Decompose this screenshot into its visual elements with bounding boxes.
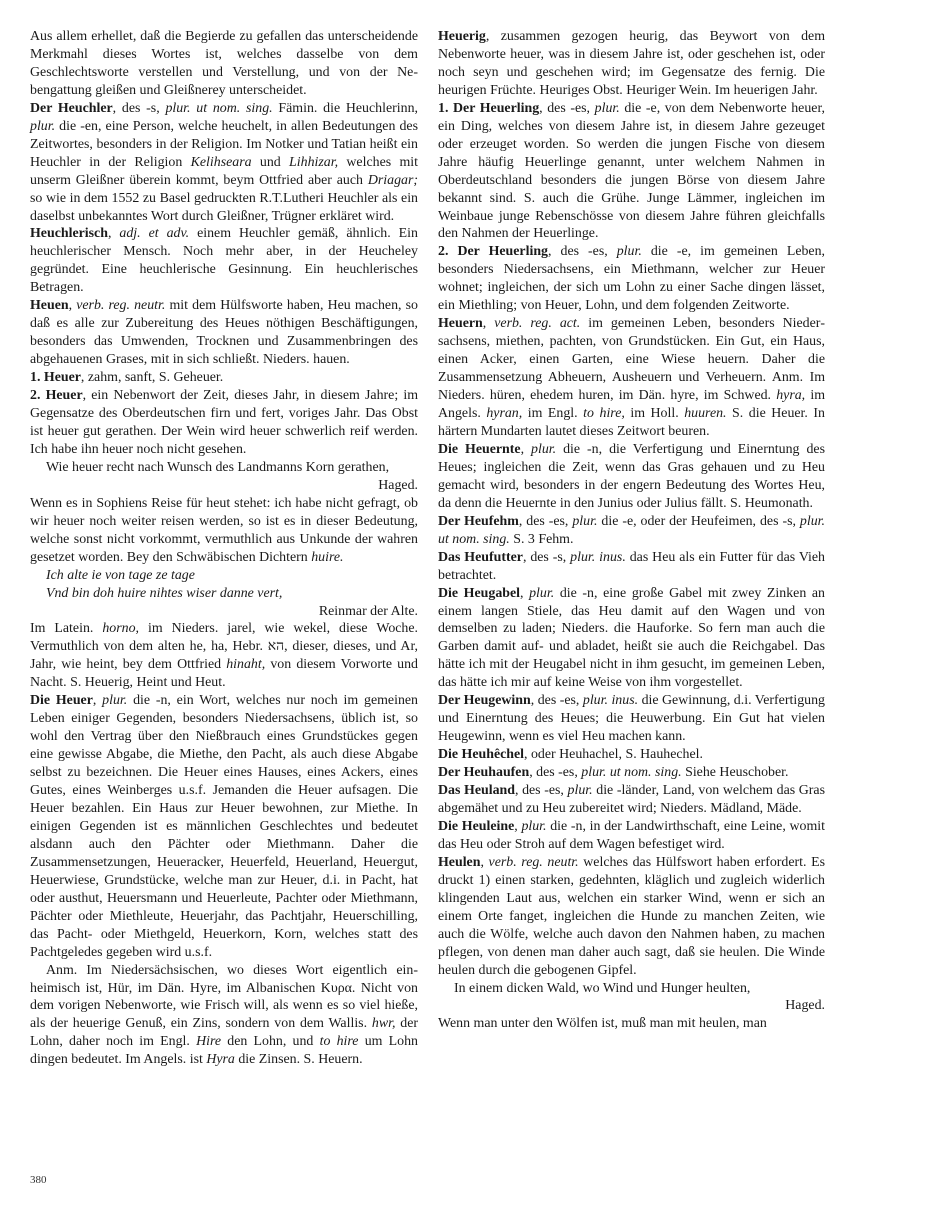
verse-line <box>46 585 418 603</box>
italic-term: Driagar; <box>367 172 418 188</box>
dictionary-entry <box>438 441 825 513</box>
text-run: der Lohn, daher noch im Engl. <box>30 1016 418 1050</box>
headword: Der Heuchler <box>30 100 113 116</box>
text-run: Aus allem erhellet, daß die Begierde zu gefallen das unterscheidende Merkmahl dieses Wortes ist, welches dasselbe von dem Geschlechtsworte verstellen und Verstellung, und von der Nebengattung gleißen und Gleißnerey unterscheidet. <box>30 29 418 98</box>
headword: Die Heugabel <box>438 585 521 601</box>
text-run: die -e, von dem Nebenworte heuer, ein Ding, welches von diesem Jahre ist, in diesem Jahre gezeuget oder erzeuget worden. So werden die jungen Fische von diesem Jahre häufig Heuerlinge genannt, unter welchem Nahmen in Oberdeutschland besonders die jungen Börse von diesem Jahre bekannt sind. S. auch die Grühe. Junge Lämmer, ingleichen im Weinbaue junge Rebenschösse von diesem Jahre führen gleichfalls den Nahmen der Heuerlinge. <box>438 100 825 242</box>
text-run: die -n, ein Wort, welches nur noch im gemeinen Leben einiger Gegenden, besonders Niedersachsens, üblich ist, so wohl den Vertrag über den Nießbrauch eines Grundstückes gegen eine gewisse Abgabe, die Miethe, den Pacht, als auch diese Abgabe selbst zu bezeichnen. Die Heuer eines Hauses, eines Ackers, eines Gutes, eines Weinberges u.s.f. Jemanden die Heuer aufsagen. Die Heuer bezahlen. Ein Haus zur Heuer bewohnen, zur Miethe. In einigen Gegenden ist es männlichen Geschlechtes und bedeutet alsdann auch den Pächter oder Miethmann. Daher die Zusammensetzungen, Heueracker, Heuerfeld, Heuerland, Heuergut, Heuerwiese, Grundstücke, welche man zur Heuer, d.i. in Pacht, hat oder austhut, Heuersmann und Heuerleute, Pachter oder Miethmann, Pächter oder Miethleute, Heuerjahr, das Pachtjahr, Heuerschilling, das Pacht- oder Miethgeld, Heuerkorn, Korn, welches statt des Pachtgeledes gegeben wird u.s.f. <box>30 693 418 960</box>
headword: Heuern <box>438 316 483 332</box>
italic-term: plur. inus. <box>570 549 626 565</box>
dictionary-entry <box>438 28 825 100</box>
paragraph <box>30 495 418 567</box>
dictionary-entry <box>30 297 418 369</box>
italic-term: plur. <box>531 441 557 457</box>
citation <box>30 477 418 495</box>
text-run: den Lohn, und <box>221 1034 320 1050</box>
dictionary-entry <box>30 100 418 226</box>
text-run: die -länder, Land, von welchem das Gras abgemähet und zu Heu zubereitet wird; Nieders. Mädland, Mäde. <box>438 783 825 816</box>
text-run: In einem dicken Wald, wo Wind und Hunger heulten, <box>454 980 751 996</box>
text-run: die Zinsen. S. Heuern. <box>234 1052 363 1068</box>
italic-term: plur. <box>521 818 547 834</box>
text-run: Haged. <box>378 477 418 493</box>
right-column <box>438 28 825 1033</box>
text-run: , zusammen gezogen heurig, das Beywort von dem Nebenworte heuer, was in diesem Jahre ist, oder geschehen ist, oder noch seyn und geschehen wird; im Gegensatze des fernig. Die heurigen Früchte. Heuriges Obst. Heuriger Wein. Im heuerigen Jahr. <box>438 29 825 98</box>
text-run: die -n, die Verfertigung und Einerntung des Heues; ingleichen die Zeit, wenn das Gras gehauen und zu Heu gemacht wird, besonders in der engern Bedeutung des Wortes Heu, da denn die Heuernte in den Junius oder Julius fällt. S. Heumonath. <box>438 441 825 511</box>
dictionary-entry <box>438 243 825 315</box>
left-column <box>30 28 418 1069</box>
paragraph <box>30 962 418 1070</box>
text-run: , <box>92 693 103 709</box>
verse-line <box>46 567 418 585</box>
text-run: einem Heuchler gemäß, ähnlich. Ein heuchlerischer Mensch. Noch mehr aber, in der Heucheley gegründet. Eine heuchlerische Gesinnung. Ein heuchlerisches Betragen. <box>30 226 418 296</box>
text-run: im Nieders. jarel, wie wekel, diese Woche. Vermuthlich von dem alten he, ha, Hebr. הא, dieser, dieses, und Ar, Jahr, wie heint, bey dem Ottfried <box>30 621 419 673</box>
text-run: , des -es, <box>539 100 595 116</box>
text-run: , <box>520 585 530 601</box>
dictionary-entry <box>30 692 418 961</box>
italic-term: plur. ut nom. sing. <box>581 765 682 781</box>
page-number: 380 <box>30 1174 47 1186</box>
text-run: , <box>68 298 77 314</box>
text-run: Anm. Im Niedersächsischen, wo dieses Wort eigentlich einheimisch ist, Hür, im Dän. Hyre, im Albanischen Κυρα. Nicht von dem vorigen Nebenworte, wie Frisch will, als wenn es so viel hieße, als der heuerige Genuß, ein Zins, sondern von dem Wallis. <box>30 962 418 1032</box>
text-run: mit dem Hülfsworte haben, Heu machen, so daß es alle zur Zubereitung des Heues nöthigen Beschäftigungen, besonders das Umwenden, Trocknen und Zusammenbringen des abgehauenen Grases, mit in sich schließt. Nieders. hauen. <box>30 298 419 368</box>
italic-term: plur. inus. <box>582 693 639 709</box>
headword: 1. Der Heuerling <box>438 100 540 116</box>
italic-term: hwr, <box>371 1016 396 1032</box>
headword: Der Heufehm <box>438 513 519 529</box>
text-run: , des -es, <box>548 244 617 260</box>
text-run: Wenn es in Sophiens Reise für heut stehet: ich habe nicht gefragt, ob wir heuer noch weiter reisen werden, so ist es in dieser Bedeutung, welche sonst nicht vorkommt, vermuthlich aus Unkunde der wahren gesetzet worden. Bey den Schwäbischen Dichtern <box>30 495 418 565</box>
headword: Die Heuer <box>30 693 93 709</box>
text-run: im gemeinen Leben, besonders Niedersachsens, miethen, pachten, von Grundstücken. Ein Gut, ein Haus, einen Acker, einen Garten, eine Wiese heuern. Daher die Zusammensetzung Abheuern, Ausheuern und Verheuern. Anm. Im Nieders. hüren, ehedem huren, im Dän. hyre, im Schwed. <box>438 316 826 404</box>
italic-term: plur. <box>594 100 620 116</box>
text-run: im Holl. <box>624 406 685 422</box>
dictionary-entry <box>438 746 825 764</box>
text-run: Fämin. die Heuchlerinn, <box>272 100 418 116</box>
dictionary-entry <box>438 549 825 585</box>
text-run: und <box>251 154 290 170</box>
headword: Heuerig <box>438 29 486 44</box>
italic-term: adj. et adv. <box>119 226 190 242</box>
italic-term: verb. reg. act. <box>494 316 581 332</box>
text-run: die Gewinnung, d.i. Verfertigung und Einerntung des Heues; die Heuwerbung. Ein Gut hat vielen Heugewinn, wenn es viel Heu machen kann. <box>438 693 825 745</box>
text-run: , zahm, sanft, S. Geheuer. <box>80 370 224 386</box>
headword: Heulen <box>438 854 481 870</box>
paragraph <box>30 28 418 100</box>
italic-term: hinaht, <box>226 657 266 673</box>
headword: Das Heuland <box>438 783 515 799</box>
dictionary-entry <box>438 692 825 746</box>
italic-term: Hyra <box>206 1052 235 1068</box>
text-run: Im Latein. <box>30 621 103 637</box>
paragraph <box>30 620 418 692</box>
text-run: , <box>107 226 120 242</box>
italic-term: plur. ut nom. sing. <box>438 513 825 547</box>
italic-term: hyran, <box>486 406 523 422</box>
text-run: die -e, oder der Heufeimen, des -s, <box>597 513 800 529</box>
italic-term: hyra, <box>776 388 806 404</box>
dictionary-entry <box>30 387 418 459</box>
text-run: Ich alte ie von tage ze tage <box>46 567 195 583</box>
text-run: , <box>480 854 489 870</box>
citation <box>30 603 418 621</box>
text-run: Reinmar der Alte. <box>318 603 418 619</box>
text-run: , ein Nebenwort der Zeit, dieses Jahr, in diesem Jahre; im Gegensatze des Oberdeutschen firn und fert, voriges Jahr. Das Obst ist heuer gut gerathen. Der Wein wird heuer schwerlich reif werden. Ich habe ihn heuer noch nicht gesehen. <box>30 388 419 457</box>
italic-term: Kelihseara <box>190 154 252 170</box>
headword: Die Heuhêchel <box>438 747 525 763</box>
text-run: die -e, im gemeinen Leben, besonders Niedersachsens, ein Miethmann, welcher zur Heuer wohnet; ingleichen, der sich um Lohn zu einer Sache dingen lässet, ein Miethling; von Heuer, Lohn, und dem folgenden Zeitworte. <box>438 244 826 314</box>
text-run: die -n, eine große Gabel mit zwey Zinken an einem langen Stiele, das Heu damit auf den Wagen und von demselben zu laden; Nieders. die Hauforke. So fern man auch die Garben damit auf- und abladet, heißt sie auch die Reichgabel. Das hätte ich mit der Heugabel nicht in ihm gesucht, im gemeinen Leben, das hätte ich mir auf keine Weise von ihm vorgestellet. <box>438 585 825 691</box>
headword: Die Heuernte <box>438 441 521 457</box>
text-run: welches das Hülfswort haben erfordert. Es druckt 1) einen starken, gedehnten, kläglich und zugleich widerlich klingenden Laut aus, welchen ein starker Wind, wenn er sich an einem Orte fanget, ingleichen die Hunde zu manchen Zeiten, wie auch die Wölfe, welche auch davon den Nahmen haben, zu machen pflegen, von denen man daher auch sagt, daß sie heulen. Die Winde heulen durch die gebogenen Gipfel. <box>438 854 826 978</box>
text-run: , des -s, <box>112 100 166 116</box>
italic-term: plur. <box>102 693 128 709</box>
text-run: Wie heuer recht nach Wunsch des Landmanns Korn gerathen, <box>46 459 390 475</box>
italic-term: plur. <box>616 244 642 260</box>
headword: Heuchlerisch <box>30 226 108 242</box>
text-run: , <box>520 441 532 457</box>
italic-term: plur. <box>529 585 555 601</box>
text-run: die -en, eine Person, welche heuchelt, in allen Bedeutungen des Zeitwortes, besonders in der Religion. Im Notker und Tatian heißt ein Heuchler in der Religion <box>30 118 418 170</box>
text-run: , <box>482 316 495 332</box>
dictionary-entry <box>30 225 418 297</box>
headword: Heuen <box>30 298 69 314</box>
italic-term: to hire <box>319 1034 359 1050</box>
text-run: welches mit unserm Gleißner überein kommt, beym Ottfried aber auch <box>30 154 418 188</box>
headword: 1. Heuer <box>30 370 81 386</box>
dictionary-entry <box>438 100 825 244</box>
text-run: , des -es, <box>518 513 573 529</box>
dictionary-entry <box>438 782 825 818</box>
italic-term: plur. <box>30 118 56 134</box>
text-run: die -n, in der Landwirthschaft, eine Leine, womit das Heu oder Stroh auf dem Wagen befestiget wird. <box>438 818 825 852</box>
dictionary-entry <box>438 513 825 549</box>
text-run: S. die Heuer. In härtern Mundarten lautet dieses Zeitwort beuren. <box>438 406 825 439</box>
text-run: Vnd bin doh huire nihtes wiser danne vert, <box>46 585 283 601</box>
text-run: , des -es, <box>529 765 582 781</box>
italic-term: Hire <box>196 1034 222 1050</box>
text-run: , <box>514 818 522 834</box>
dictionary-entry <box>438 315 825 441</box>
dictionary-entry <box>438 585 825 693</box>
italic-term: huire. <box>311 549 344 565</box>
italic-term: verb. reg. neutr. <box>488 854 579 870</box>
headword: 2. Heuer <box>30 388 83 404</box>
dictionary-entry <box>438 764 825 782</box>
italic-term: plur. <box>572 513 598 529</box>
dictionary-entry <box>30 369 418 387</box>
headword: Der Heugewinn <box>438 693 531 709</box>
italic-term: huuren. <box>684 406 727 422</box>
text-run: , des -es, <box>530 693 583 709</box>
italic-term: verb. reg. neutr. <box>76 298 166 314</box>
text-run: so wie in dem 1552 zu Basel gedruckten R.T.Lutheri Heuchler als ein daselbst unbekanntes Wort durch Gleißner, Trügner erkläret wird. <box>30 190 418 224</box>
text-run: S. 3 Fehm. <box>509 531 574 547</box>
text-run: im Engl. <box>522 406 584 422</box>
italic-term: plur. ut nom. sing. <box>165 100 273 116</box>
verse-line <box>46 459 418 477</box>
verse-line <box>454 980 825 998</box>
dictionary-entry <box>438 854 825 980</box>
paragraph <box>438 1015 825 1033</box>
text-run: Wenn man unter den Wölfen ist, muß man mit heulen, man <box>438 1016 767 1032</box>
italic-term: plur. <box>567 783 593 799</box>
text-run: im Angels. <box>438 388 825 422</box>
citation <box>438 997 825 1015</box>
dictionary-entry <box>438 818 825 854</box>
text-run: das Heu als ein Futter für das Vieh betrachtet. <box>438 549 825 583</box>
text-run: , oder Heuhachel, S. Hauhechel. <box>524 747 703 763</box>
text-run: um Lohn dingen bedeutet. Im Angels. ist <box>30 1034 418 1068</box>
text-run: Siehe Heuschober. <box>681 765 789 781</box>
text-run: von diesem Vorworte und Nacht. S. Heuerig, Heint und Heut. <box>30 657 418 691</box>
headword: Die Heuleine <box>438 818 515 834</box>
italic-term: Lihhizar, <box>289 154 339 170</box>
text-run: , des -s, <box>522 549 571 565</box>
headword: Das Heufutter <box>438 549 523 565</box>
italic-term: horno, <box>102 621 140 637</box>
headword: 2. Der Heuerling <box>438 244 548 260</box>
text-run: , des -es, <box>514 783 568 799</box>
text-run: Haged. <box>785 998 825 1014</box>
headword: Der Heuhaufen <box>438 765 530 781</box>
italic-term: to hire, <box>583 406 625 422</box>
